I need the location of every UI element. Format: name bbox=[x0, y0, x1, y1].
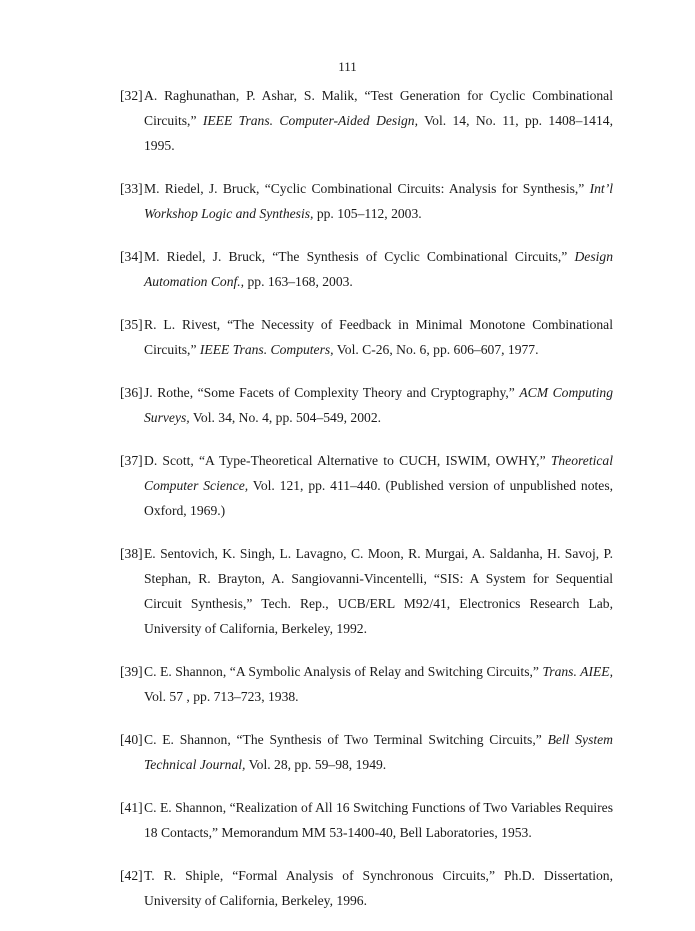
reference-text: E. Sentovich, K. Singh, L. Lavagno, C. Moon, R. Murgai, A. Saldanha, H. Savoj, P. Stephan, R. Brayton, A. Sangiovanni-Vincentelli, “SIS: A System for Sequential Circuit Synthesis,” Tech. Rep., UCB/ERL M92/41, Electronics Research Lab, University of California, Berkeley, 1992. bbox=[144, 546, 613, 636]
reference-text: R. L. Rivest, “The Necessity of Feedback in Minimal Monotone Combinational Circuits,” bbox=[144, 317, 613, 357]
reference-number: [39] bbox=[120, 664, 143, 679]
reference-number: [35] bbox=[120, 317, 143, 332]
reference-venue: ACM Computing Surveys, bbox=[144, 385, 613, 425]
page-number: 111 bbox=[338, 59, 357, 74]
reference-details: pp. 105–112, 2003. bbox=[313, 206, 422, 221]
reference-item bbox=[120, 312, 613, 362]
reference-venue: Design Automation Conf., bbox=[144, 249, 613, 289]
reference-text: C. E. Shannon, “The Synthesis of Two Terminal Switching Circuits,” bbox=[144, 732, 548, 747]
reference-number: [34] bbox=[120, 249, 143, 264]
reference-text: M. Riedel, J. Bruck, “Cyclic Combinational Circuits: Analysis for Synthesis,” bbox=[144, 181, 590, 196]
reference-details: Vol. 121, pp. 411–440. (Published version of unpublished notes, Oxford, 1969.) bbox=[144, 478, 614, 518]
reference-venue: Bell System Technical Journal, bbox=[144, 732, 613, 772]
reference-text: A. Raghunathan, P. Ashar, S. Malik, “Test Generation for Cyclic Combinational Circuits,” bbox=[144, 88, 613, 128]
reference-item bbox=[120, 541, 613, 641]
reference-details: pp. 163–168, 2003. bbox=[244, 274, 353, 289]
reference-text: T. R. Shiple, “Formal Analysis of Synchronous Circuits,” Ph.D. Dissertation, University of California, Berkeley, 1996. bbox=[144, 868, 613, 908]
reference-details: Vol. 57 , pp. 713–723, 1938. bbox=[144, 689, 299, 704]
reference-text: D. Scott, “A Type-Theoretical Alternative to CUCH, ISWIM, OWHY,” bbox=[144, 453, 551, 468]
reference-number: [40] bbox=[120, 732, 143, 747]
reference-item bbox=[120, 176, 613, 226]
reference-text: J. Rothe, “Some Facets of Complexity Theory and Cryptography,” bbox=[144, 385, 520, 400]
reference-text: M. Riedel, J. Bruck, “The Synthesis of Cyclic Combinational Circuits,” bbox=[144, 249, 575, 264]
reference-item bbox=[120, 795, 613, 845]
reference-venue: Trans. AIEE, bbox=[542, 664, 613, 679]
reference-item bbox=[120, 863, 613, 913]
reference-item bbox=[120, 727, 613, 777]
reference-number: [41] bbox=[120, 800, 143, 815]
reference-number: [33] bbox=[120, 181, 143, 196]
reference-venue: Int’l Workshop Logic and Synthesis, bbox=[144, 181, 613, 221]
reference-item bbox=[120, 380, 613, 430]
reference-item bbox=[120, 448, 613, 523]
reference-number: [37] bbox=[120, 453, 143, 468]
reference-venue: IEEE Trans. Computers, bbox=[199, 342, 334, 357]
reference-details: Vol. 34, No. 4, pp. 504–549, 2002. bbox=[189, 410, 382, 425]
reference-venue: Theoretical Computer Science, bbox=[144, 453, 613, 493]
reference-number: [32] bbox=[120, 88, 143, 103]
reference-list bbox=[120, 83, 613, 931]
reference-text: C. E. Shannon, “A Symbolic Analysis of Relay and Switching Circuits,” bbox=[144, 664, 543, 679]
reference-item bbox=[120, 244, 613, 294]
reference-venue: IEEE Trans. Computer-Aided Design, bbox=[202, 113, 418, 128]
reference-item bbox=[120, 83, 613, 158]
reference-details: Vol. C-26, No. 6, pp. 606–607, 1977. bbox=[333, 342, 539, 357]
reference-number: [42] bbox=[120, 868, 143, 883]
reference-details: Vol. 28, pp. 59–98, 1949. bbox=[245, 757, 387, 772]
reference-number: [38] bbox=[120, 546, 143, 561]
reference-number: [36] bbox=[120, 385, 143, 400]
reference-text: C. E. Shannon, “Realization of All 16 Switching Functions of Two Variables Requires 18 Contacts,” Memorandum MM 53-1400-40, Bell Laboratories, 1953. bbox=[144, 800, 613, 840]
reference-item bbox=[120, 659, 613, 709]
reference-details: Vol. 14, No. 11, pp. 1408–1414, 1995. bbox=[144, 113, 613, 153]
